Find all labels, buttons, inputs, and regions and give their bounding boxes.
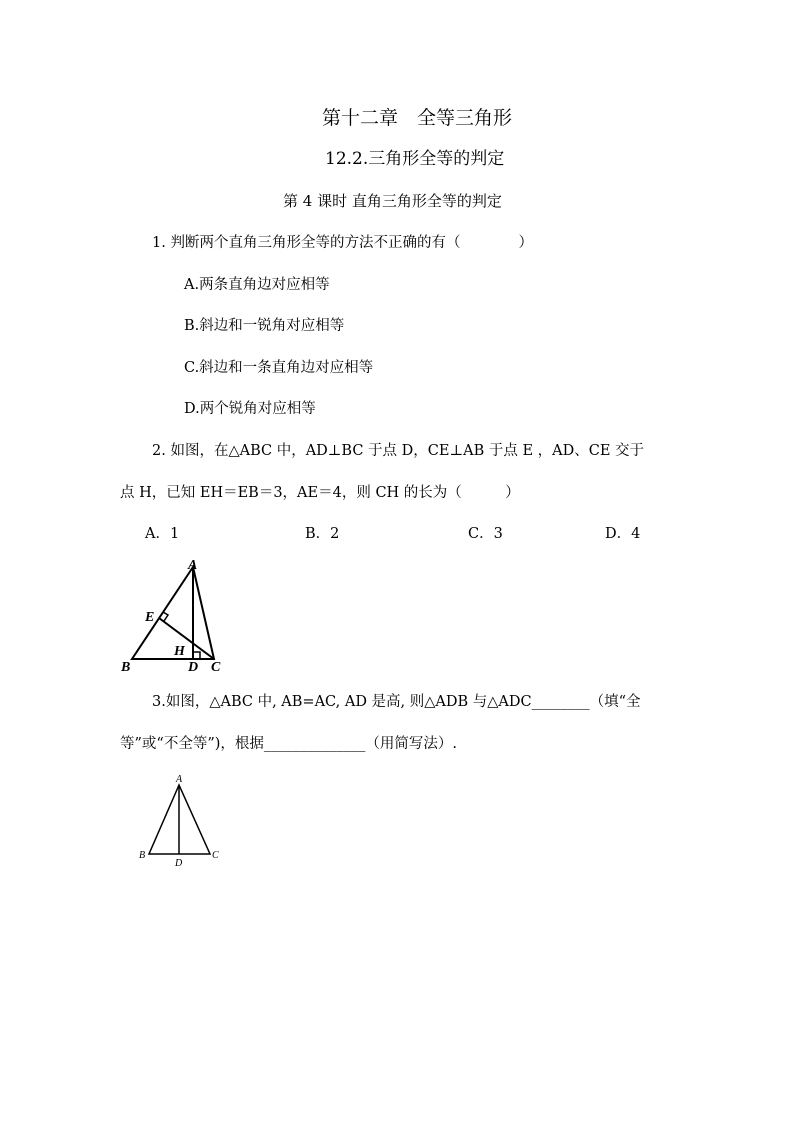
label-b: B <box>139 850 146 861</box>
q1-option-a: A.两条直角边对应相等 <box>184 277 330 293</box>
label-e: E <box>145 610 155 625</box>
q2-stem-line1: 2. 如图，在△ABC 中，AD⊥BC 于点 D，CE⊥AB 于点 E ，AD、CE 交于 <box>152 443 645 459</box>
label-a: A <box>188 558 198 573</box>
q3-stem-line1: 3.如图，△ABC 中, AB=AC, AD 是高, 则△ADB 与△ADC________（填“全 <box>152 694 641 710</box>
label-d: D <box>175 858 183 869</box>
q3-stem-line2: 等”或“不全等”)，根据______________（用简写法）. <box>120 736 458 752</box>
q1-option-d: D.两个锐角对应相等 <box>184 401 316 417</box>
q1-stem: 1. 判断两个直角三角形全等的方法不正确的有（ ） <box>152 235 533 251</box>
q3-isosceles-figure <box>130 770 230 870</box>
q2-stem-line2: 点 H，已知 EH＝EB＝3，AE＝4，则 CH 的长为（ ） <box>120 485 520 501</box>
q2-option-c: C．3 <box>468 526 503 542</box>
q1-option-c: C.斜边和一条直角边对应相等 <box>184 360 374 376</box>
right-angle-e <box>163 612 168 621</box>
q2-option-b: B．2 <box>305 526 340 542</box>
label-c: C <box>212 850 219 861</box>
q2-triangle-figure <box>115 555 230 675</box>
q1-option-b: B.斜边和一锐角对应相等 <box>184 318 345 334</box>
label-c: C <box>211 660 221 675</box>
right-angle-d <box>193 652 200 659</box>
label-b: B <box>121 660 131 675</box>
section-title: 12.2.三角形全等的判定 <box>325 149 505 169</box>
chapter-title: 第十二章 全等三角形 <box>322 107 513 129</box>
label-a: A <box>176 774 183 785</box>
label-h: H <box>174 644 185 659</box>
q2-option-d: D．4 <box>605 526 641 542</box>
label-d: D <box>188 660 199 675</box>
q2-option-a: A．1 <box>145 526 180 542</box>
lesson-title: 第 4 课时 直角三角形全等的判定 <box>283 192 502 210</box>
